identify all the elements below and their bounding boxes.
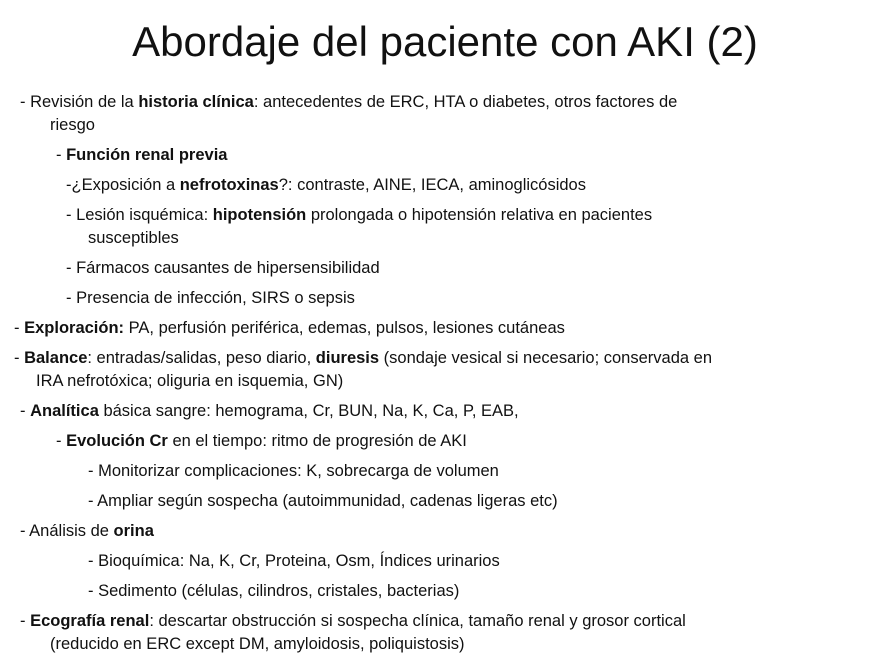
line-text: - Revisión de la bbox=[20, 93, 139, 111]
line-text: - bbox=[14, 319, 25, 337]
bullet-line bbox=[56, 431, 467, 452]
bullet-line bbox=[66, 205, 652, 226]
bold-term: Exploración: bbox=[24, 319, 125, 337]
bullet-line bbox=[50, 115, 95, 136]
line-text: prolongada o hipotensión relativa en pacientes bbox=[306, 206, 653, 224]
bullet-line bbox=[66, 288, 355, 309]
bold-term: historia clínica bbox=[138, 93, 254, 111]
line-text: - Lesión isquémica: bbox=[66, 206, 213, 224]
line-text: (reducido en ERC except DM, amyloidosis, poliquistosis) bbox=[50, 635, 465, 653]
line-text: : descartar obstrucción si sospecha clínica, tamaño renal y grosor cortical bbox=[149, 612, 686, 630]
bullet-line bbox=[88, 581, 459, 602]
line-text: IRA nefrotóxica; oliguria en isquemia, GN) bbox=[36, 372, 344, 390]
bullet-line bbox=[14, 318, 565, 339]
line-text: - Ampliar según sospecha (autoimmunidad, cadenas ligeras etc) bbox=[88, 492, 558, 510]
line-text: PA, perfusión periférica, edemas, pulsos, lesiones cutáneas bbox=[124, 319, 565, 337]
bold-term: nefrotoxinas bbox=[179, 176, 279, 194]
line-text: - bbox=[56, 432, 67, 450]
bold-term: Ecografía renal bbox=[30, 612, 150, 630]
line-text: susceptibles bbox=[88, 229, 179, 247]
line-text: : antecedentes de ERC, HTA o diabetes, otros factores de bbox=[253, 93, 678, 111]
line-text: - Análisis de bbox=[20, 522, 114, 540]
line-text: - Monitorizar complicaciones: K, sobrecarga de volumen bbox=[88, 462, 499, 480]
line-text: - Presencia de infección, SIRS o sepsis bbox=[66, 289, 355, 307]
bullet-line bbox=[20, 521, 154, 542]
bold-term: hipotensión bbox=[212, 206, 307, 224]
bullet-line bbox=[20, 92, 677, 113]
line-text: - bbox=[14, 349, 25, 367]
bullet-line bbox=[20, 611, 686, 632]
line-text: básica sangre: hemograma, Cr, BUN, Na, K, Ca, P, EAB, bbox=[98, 402, 519, 420]
line-text: : entradas/salidas, peso diario, bbox=[87, 349, 316, 367]
line-text: - Bioquímica: Na, K, Cr, Proteina, Osm, Índices urinarios bbox=[88, 552, 500, 570]
slide-title: Abordaje del paciente con AKI (2) bbox=[132, 18, 758, 65]
line-text: ?: contraste, AINE, IECA, aminoglicósidos bbox=[278, 176, 586, 194]
line-text: -¿Exposición a bbox=[66, 176, 180, 194]
line-text: - Sedimento (células, cilindros, cristales, bacterias) bbox=[88, 582, 460, 600]
bullet-line bbox=[88, 491, 558, 512]
bold-term: orina bbox=[113, 522, 154, 540]
line-text: en el tiempo: ritmo de progresión de AKI bbox=[167, 432, 467, 450]
bullet-line bbox=[56, 145, 227, 166]
bullet-line bbox=[14, 348, 712, 369]
bullet-line bbox=[88, 551, 500, 572]
line-text: riesgo bbox=[50, 116, 95, 134]
bullet-line bbox=[66, 175, 586, 196]
bullet-line bbox=[20, 401, 519, 422]
line-text: - Fármacos causantes de hipersensibilidad bbox=[66, 259, 380, 277]
bold-term: Evolución Cr bbox=[66, 432, 168, 450]
bold-term: Función renal previa bbox=[66, 146, 228, 164]
bullet-line bbox=[50, 634, 465, 655]
bullet-line bbox=[66, 258, 380, 279]
bold-term: Balance bbox=[24, 349, 88, 367]
bold-term: diuresis bbox=[315, 349, 380, 367]
line-text: (sondaje vesical si necesario; conservada en bbox=[379, 349, 712, 367]
bullet-line bbox=[88, 228, 179, 249]
line-text: - bbox=[20, 612, 31, 630]
bullet-line bbox=[88, 461, 499, 482]
bullet-line bbox=[36, 371, 343, 392]
line-text: - bbox=[56, 146, 67, 164]
bold-term: Analítica bbox=[30, 402, 99, 420]
line-text: - bbox=[20, 402, 31, 420]
